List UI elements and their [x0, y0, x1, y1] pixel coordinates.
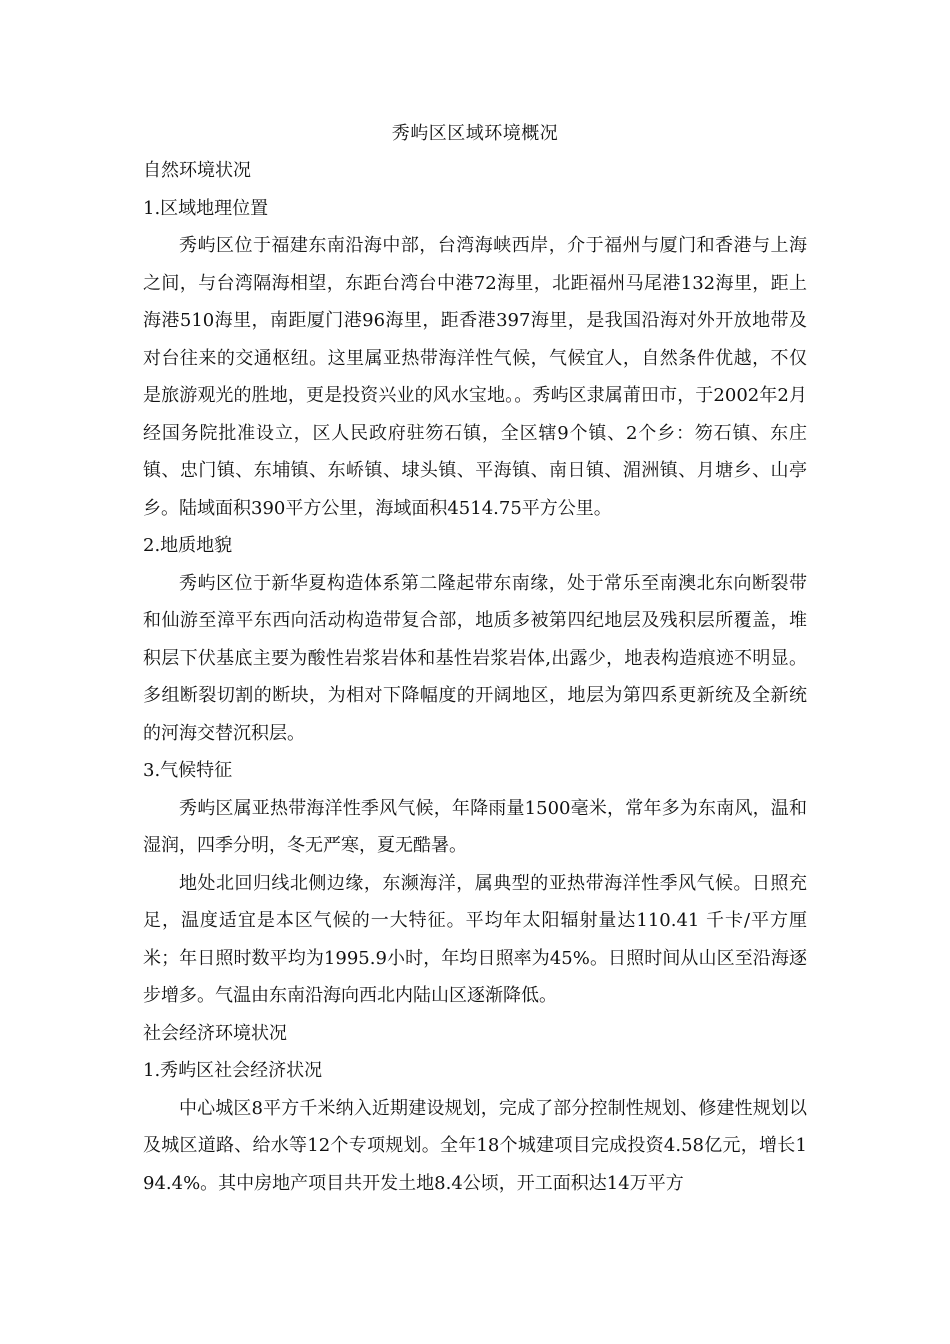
section-heading-natural: 自然环境状况: [143, 160, 251, 181]
subheading-geology: 2.地质地貌: [143, 535, 233, 556]
subheading-socio-economy: 1.秀屿区社会经济状况: [143, 1060, 323, 1081]
subheading-climate: 3.气候特征: [143, 760, 233, 781]
paragraph-socio-economy: 中心城区8平方千米纳入近期建设规划，完成了部分控制性规划、修建性规划以及城区道路、给水等12个专项规划。全年18个城建项目完成投资4.58亿元，增长194.4%。其中房地产项目共开发土地8.4公顷，开工面积达14万平方: [143, 1097, 807, 1194]
section-heading-socio: 社会经济环境状况: [143, 1022, 287, 1044]
paragraph-geology: 秀屿区位于新华夏构造体系第二隆起带东南缘，处于常乐至南澳北东向断裂带和仙游至漳平东西向活动构造带复合部，地质多被第四纪地层及残积层所覆盖，堆积层下伏基底主要为酸性岩浆岩体和基性岩浆岩体,出露少，地表构造痕迹不明显。多组断裂切割的断块，为相对下降幅度的开阔地区，地层为第四系更新统及全新统的河海交替沉积层。: [143, 572, 807, 744]
paragraph-climate-1: 秀屿区属亚热带海洋性季风气候，年降雨量1500毫米，常年多为东南风，温和湿润，四季分明，冬无严寒，夏无酷暑。: [143, 797, 807, 856]
document-title: 秀屿区区域环境概况: [391, 123, 559, 144]
subheading-geography: 1.区域地理位置: [143, 197, 269, 219]
document-page: [143, 116, 807, 1202]
paragraph-climate-2: 地处北回归线北侧边缘，东濒海洋，属典型的亚热带海洋性季风气候。日照充足，温度适宜是本区气候的一大特征。平均年太阳辐射量达110.41 千卡/平方厘米；年日照时数平均为1995.9小时，年均日照率为45%。日照时间从山区至沿海逐步增多。气温由东南沿海向西北内陆山区逐渐降低。: [143, 872, 807, 1006]
paragraph-geography: 秀屿区位于福建东南沿海中部，台湾海峡西岸，介于福州与厦门和香港与上海之间，与台湾隔海相望，东距台湾台中港72海里，北距福州马尾港132海里，距上海港510海里，南距厦门港96海里，距香港397海里，是我国沿海对外开放地带及对台往来的交通枢纽。这里属亚热带海洋性气候，气候宜人，自然条件优越，不仅是旅游观光的胜地，更是投资兴业的风水宝地。。秀屿区隶属莆田市，于2002年2月经国务院批准设立，区人民政府驻笏石镇，全区辖9个镇、2个乡：笏石镇、东庄镇、忠门镇、东埔镇、东峤镇、埭头镇、平海镇、南日镇、湄洲镇、月塘乡、山亭乡。陆域面积390平方公里，海域面积4514.75平方公里。: [143, 235, 807, 519]
